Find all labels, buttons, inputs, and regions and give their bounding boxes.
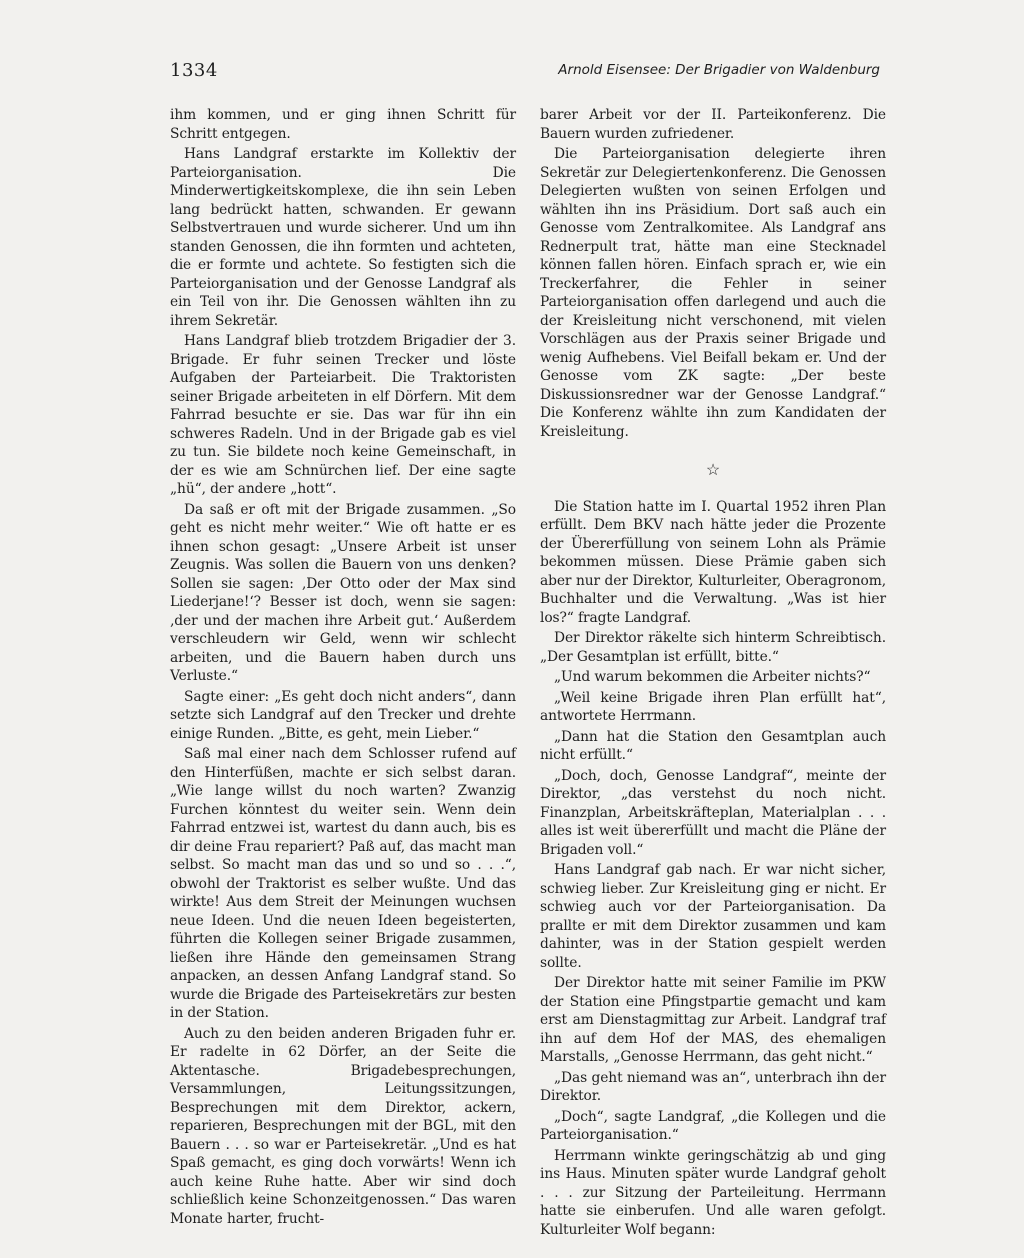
- paragraph: Hans Landgraf blieb trotzdem Brigadier der 3. Brigade. Er fuhr seinen Trecker und löste Aufgaben der Parteiarbeit. Die Traktoristen seiner Brigade arbeiteten in elf Dörfern. Mit dem Fahrrad besuchte er sie. Das war für ihn ein schweres Radeln. Und in der Brigade gab es viel zu tun. Sie bildete noch keine Gemeinschaft, in der es wie am Schnürchen lief. Der eine sagte „hü“, der andere „hott“.: [170, 333, 516, 497]
- paragraph: barer Arbeit vor der II. Parteikonferenz. Die Bauern wurden zufriedener.: [540, 107, 886, 142]
- paragraph: „Weil keine Brigade ihren Plan erfüllt hat“, antwortete Herrmann.: [540, 689, 886, 724]
- page-number: 1334: [170, 60, 218, 81]
- paragraph: Der Direktor hatte mit seiner Familie im PKW der Station eine Pfingstpartie gemacht und kam erst am Dienstagmittag zur Arbeit. Landgraf traf ihn auf dem Hof der MAS, des ehemaligen Marstalls, „Genosse Herrmann, das geht nicht.“: [540, 975, 886, 1065]
- running-title: Arnold Eisensee: Der Brigadier von Waldenburg: [558, 62, 880, 78]
- left-column: [170, 106, 516, 1230]
- paragraph: „Dann hat die Station den Gesamtplan auch nicht erfüllt.“: [540, 728, 886, 763]
- paragraph: Herrmann winkte geringschätzig ab und ging ins Haus. Minuten später wurde Landgraf geholt . . . zur Sitzung der Parteileitung. Herrmann hatte sie einberufen. Und alle waren gefolgt. Kulturleiter Wolf begann:: [540, 1147, 886, 1238]
- page-header: [170, 60, 880, 84]
- paragraph: Da saß er oft mit der Brigade zusammen. „So geht es nicht mehr weiter.“ Wie oft hatte er es ihnen schon gesagt: „Unsere Arbeit ist unser Zeugnis. Was sollen die Bauern von uns denken? Sollen sie sagen: ‚Der Otto oder der Max sind Liederjane!‘? Besser ist doch, wenn sie sagen: ‚der und der machen ihre Arbeit gut.‘ Außerdem verschleudern wir Geld, wenn wir schlecht arbeiten, und die Bauern haben durch uns Verluste.“: [170, 501, 516, 684]
- paragraph: Saß mal einer nach dem Schlosser rufend auf den Hinterfüßen, machte er sich selbst daran. „Wie lange willst du noch warten? Zwanzig Furchen könntest du weiter sein. Wenn dein Fahrrad entzwei ist, wartest du dann auch, bis es dir deine Frau repariert? Paß auf, das macht man selbst. So macht man das und so und so . . .“, obwohl der Traktorist es selber wußte. Und das wirkte! Aus dem Streit der Meinungen wuchsen neue Ideen. Und die neuen Ideen begeisterten, führten die Kollegen seiner Brigade zusammen, ließen ihre Hände den gemeinsamen Strang anpacken, an dessen Anfang Landgraf stand. So wurde die Brigade des Parteisekretärs zur besten in der Station.: [170, 746, 516, 1021]
- section-separator-star-icon: ☆: [705, 460, 721, 479]
- paragraph: Hans Landgraf gab nach. Er war nicht sicher, schwieg lieber. Zur Kreisleitung ging er nicht. Er schwieg auch vor der Parteiorganisation. Da prallte er mit dem Direktor zusammen und kam dahinter, was in der Station gespielt werden sollte.: [540, 862, 886, 971]
- paragraph: „Und warum bekommen die Arbeiter nichts?“: [554, 669, 871, 685]
- paragraph: „Doch, doch, Genosse Landgraf“, meinte der Direktor, „das verstehst du noch nicht. Finanzplan, Arbeitskräfteplan, Materialplan . . . alles ist weit übererfüllt und macht die Pläne der Brigaden voll.“: [540, 767, 886, 858]
- paragraph: „Das geht niemand was an“, unterbrach ihn der Direktor.: [540, 1069, 886, 1104]
- paragraph: Der Direktor räkelte sich hinterm Schreibtisch. „Der Gesamtplan ist erfüllt, bitte.“: [540, 630, 886, 665]
- paragraph: ihm kommen, und er ging ihnen Schritt für Schritt entgegen.: [170, 107, 516, 142]
- paragraph: Sagte einer: „Es geht doch nicht anders“, dann setzte sich Landgraf auf den Trecker und drehte einige Runden. „Bitte, es geht, mein Lieber.“: [170, 688, 516, 742]
- right-column: [540, 106, 886, 1241]
- paragraph: Auch zu den beiden anderen Brigaden fuhr er. Er radelte in 62 Dörfer, an der Seite die Aktentasche. Brigadebesprechungen, Versammlungen, Leitungssitzungen, Besprechungen mit dem Direktor, ackern, reparieren, Besprechungen mit der BGL, mit den Bauern . . . so war er Parteisekretär. „Und es hat Spaß gemacht, es ging doch vorwärts! Wenn ich auch keine Ruhe hatte. Aber wir sind doch schließlich keine Schonzeitgenossen.“ Das waren Monate harter, frucht-: [170, 1025, 516, 1227]
- paragraph: „Doch“, sagte Landgraf, „die Kollegen und die Parteiorganisation.“: [540, 1108, 886, 1143]
- paragraph: Die Station hatte im I. Quartal 1952 ihren Plan erfüllt. Dem BKV nach hätte jeder die Prozente der Übererfüllung von seinem Lohn als Prämie bekommen müssen. Diese Prämie gaben sich aber nur der Direktor, Kulturleiter, Oberagronom, Buchhalter und die Verwaltung. „Was ist hier los?“ fragte Landgraf.: [540, 498, 886, 626]
- paragraph: Die Parteiorganisation delegierte ihren Sekretär zur Delegiertenkonferenz. Die Genossen Delegierten wußten von seinen Erfolgen und wählten ihn ins Präsidium. Dort saß auch ein Genosse vom Zentralkomitee. Als Landgraf ans Rednerpult trat, hätte man eine Stecknadel können fallen hören. Einfach sprach er, wie ein Treckerfahrer, die Fehler in seiner Parteiorganisation offen darlegend und auch die der Kreisleitung nicht verschonend, mit vielen Vorschlägen aus der Praxis seiner Brigade und wenig Aufhebens. Viel Beifall bekam er. Und der Genosse vom ZK sagte: „Der beste Diskussionsredner war der Genosse Landgraf.“ Die Konferenz wählte ihn zum Kandidaten der Kreisleitung.: [540, 146, 886, 440]
- paragraph: Hans Landgraf erstarkte im Kollektiv der Parteiorganisation. Die Minderwertigkeitskomplexe, die ihn sein Leben lang bedrückt hatten, schwanden. Er gewann Selbstvertrauen und wurde sicherer. Und um ihn standen Genossen, die ihn formten und achteten, die er formte und achtete. So festigten sich die Parteiorganisation und der Genosse Landgraf als ein Teil von ihr. Die Genossen wählten ihn zu ihrem Sekretär.: [170, 146, 516, 329]
